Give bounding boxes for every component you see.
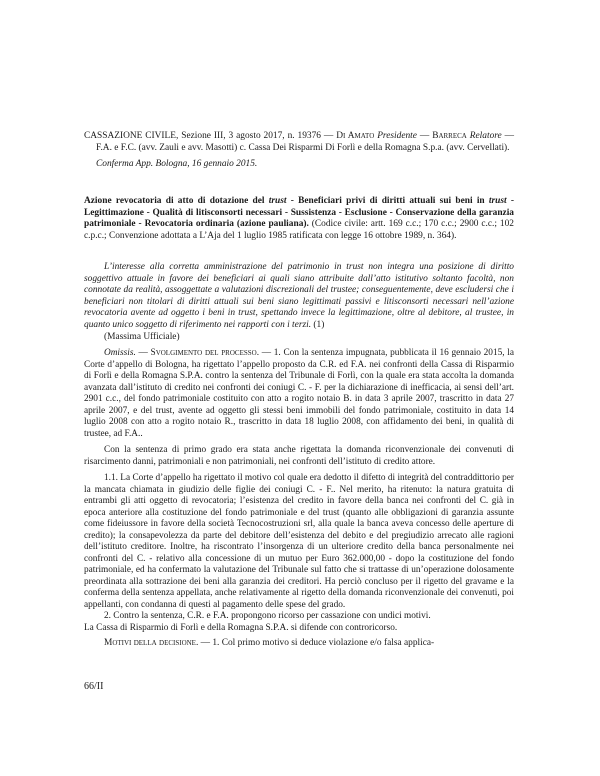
case-header: [84, 130, 514, 171]
paragraph-3: 1.1. La Corte d’appello ha rigettato il motivo col quale era dedotto il difetto di integrità del contraddittorio per la mancata chiamata in giudizio delle figlie dei coniugi C. - F.. Nel merito, ha ritenuto: la natura gratuita di entrambi gli atti oggetto di revocatoria; l’esistenza del credito in favore della banca nei confronti del C. già in epoca anteriore alla costituzione del fondo patrimoniale e del trust (quanto alle obbligazioni di garanzia assunte come fideiussore in favore della società Tecnocostruzioni srl, alla quale la banca aveva concesso delle aperture di credito); la consapevolezza da parte del debitore dell’esistenza del debito e del pregiudizio arrecato alle ragioni dell’istituto creditore. Inoltre, ha riscontrato l’insorgenza di un ulteriore credito della banca personalmente nei confronti del C. - relativo alla concessione di un mutuo per Euro 362.000,00 - dopo la costituzione del fondo patrimoniale, ed ha confermato la valutazione del Tribunale sul fatto che si trattasse di un’operazione dolosamente preordinata alla sottrazione dei beni alla garanzia dei creditori. Ha perciò concluso per il rigetto del gravame e la conferma della sentenza appellata, anche relativamente al rigetto della domanda riconvenzionale dei convenuti, poi appellanti, con condanna di questi al pagamento delle spese del grado.: [84, 473, 514, 610]
rapporteur-name: Barreca: [432, 131, 467, 141]
decision-section-title: Motivi della decisione.: [104, 638, 199, 648]
paragraph-4: 2. Contro la sentenza, C.R. e F.A. propongono ricorso per cassazione con undici motivi. La Cassa di Risparmio di Forlì e della Romagna S.P.A. si difende con controricorso.: [84, 611, 431, 633]
footnote-ref: (1): [311, 319, 325, 330]
judgment-body: [84, 348, 514, 634]
paragraph-1: Omissis. — Svolgimento del processo. — 1. Con la sentenza impugnata, pubblicata il 16 gennaio 2015, la Corte d’appello di Bologna, ha rigettato l’appello proposto da C.R. ed F.A. nei confronti della Cassa di Risparmio di Forlì e della Romagna S.P.A. contro la sentenza del Tribunale di Forlì, con la quale era stata accolta la domanda avanzata dall’istituto di credito nei confronti dei coniugi C. - F. per la dichiarazione di inefficacia, ai sensi dell’art. 2901 c.c., del fondo patrimoniale costituito con atto a rogito notaio B. in data 3 aprile 2007, trascritto in data 27 aprile 2007, e del trust, avente ad oggetto gli stessi beni immobili del fondo patrimoniale, costituito in data 14 luglio 2008 con atto a rogito notaio R., trascritto in data 18 luglio 2008, con affidamento dei beni, in qualità di trustee, ad F.A..: [84, 348, 515, 439]
official-maxim: [84, 262, 514, 343]
confirmation-note: Conferma App. Bologna, 16 gennaio 2015.: [96, 159, 258, 170]
code-references: (Codice civile: artt. 169 c.c.; 170 c.c.; 2900 c.c.; 102 c.p.c.; Convenzione adottata a L’Aja del 1 luglio 1985 ratificata con legge 16 ottobre 1989, n. 364).: [84, 219, 514, 241]
maxim-text: L’interesse alla corretta amministrazione del patrimonio in trust non integra una posizione di diritto soggettivo attuale in favore dei beneficiari ai quali siano attribuite dall’atto istitutivo soltanto facoltà, non connotate da realità, assoggettate a valutazioni discrezionali del trustee; conseguentemente, deve escludersi che i beneficiari non titolari di diritti attuali sui beni siano legittimati passivi e litisconsorti necessari nell’azione revocatoria avente ad oggetto i beni in trust, spettando invece la legittimazione, oltre al debitore, al trustee, in quanto unico soggetto di riferimento nei rapporti con i terzi.: [84, 262, 514, 330]
maxim-source: (Massima Ufficiale): [104, 331, 180, 342]
massima-heading: Azione revocatoria di atto di dotazione del trust - Beneficiari privi di diritti attuali sui beni in trust - Legittimazione - Qualità di litisconsorti necessari - Sussistenza - Esclusione - Conservazione della garanzia patrimoniale - Revocatoria ordinaria (azione pauliana). (Codice civile: artt. 169 c.c.; 170 c.c.; 2900 c.c.; 102 c.p.c.; Convenzione adottata a L’Aja del 1 luglio 1985 ratificata con legge 16 ottobre 1989, n. 364).: [84, 196, 515, 241]
paragraph-2: Con la sentenza di primo grado era stata anche rigettata la domanda riconvenzionale dei convenuti di risarcimento danni, patrimoniali e non patrimoniali, nei confronti dell’istituto di credito attore.: [84, 445, 514, 467]
section-title: Svolgimento del processo.: [150, 348, 260, 358]
rapporteur-role: Relatore: [469, 131, 502, 141]
case-citation: CASSAZIONE CIVILE, Sezione III, 3 agosto 2017, n. 19376 — Di Amato Presidente — Barreca Relatore — F.A. e F.C. (avv. Zauli e avv. Masotti) c. Cassa Dei Risparmi Di Forlì e della Romagna S.p.a. (avv. Cervellati).: [84, 131, 515, 154]
parties: — F.A. e F.C. (avv. Zauli e avv. Masotti) c. Cassa Dei Risparmi Di Forlì e della Romagna S.p.a. (avv. Cervellati).: [96, 131, 515, 154]
decision-start: Motivi della decisione. — 1. Col primo motivo si deduce violazione e/o falsa applica-: [104, 638, 435, 648]
president-name: Di Amato: [336, 131, 375, 141]
president-role: Presidente: [377, 131, 417, 141]
page-number: 66/II: [84, 681, 104, 692]
